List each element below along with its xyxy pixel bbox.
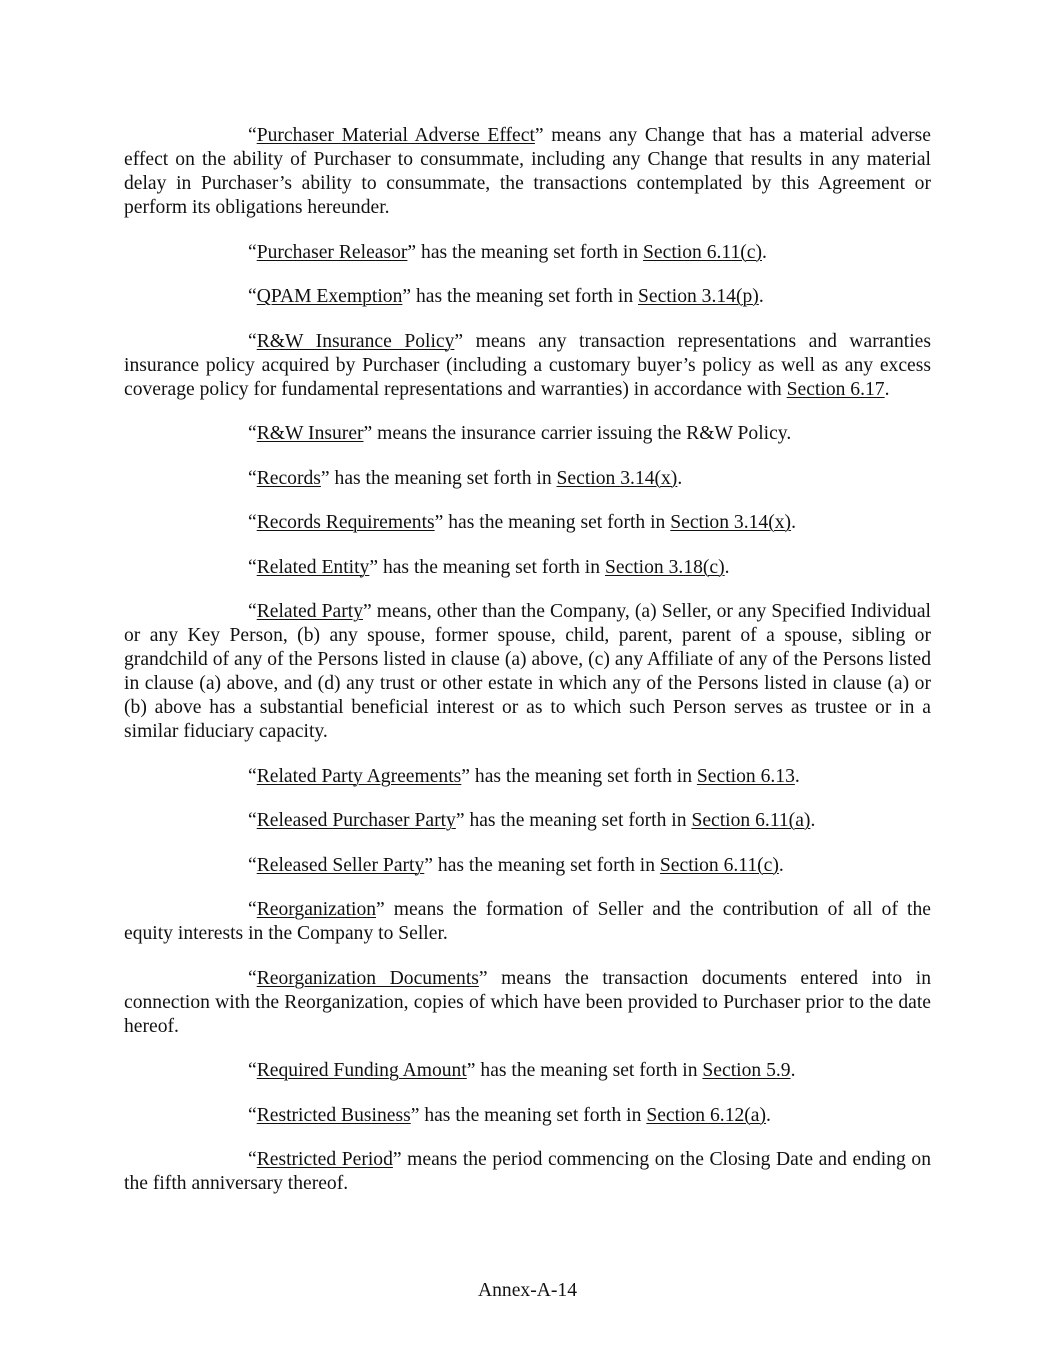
section-reference: Section 6.11(a) <box>691 810 811 831</box>
definition-paragraph: “Related Party” means, other than the Company, (a) Seller, or any Specified Individual or any Key Person, (b) any spouse, former spouse, child, parent, parent of a spouse, sibling or grandchild of any of the Persons listed in clause (a) above, (c) any Affiliate of any of the Persons listed in clause (a) above, and (d) any trust or other estate in which any of the Persons listed in clause (a) or (b) above has a substantial beneficial interest or as to which such Person serves as trustee or in a similar fiduciary capacity. <box>124 601 931 742</box>
definition-text: ” has the meaning set forth in <box>455 810 692 831</box>
defined-term: Released Seller Party <box>256 854 425 876</box>
definition-text: ” means the period commencing on the Closing Date and ending on the fifth anniversary thereof. <box>124 1149 931 1194</box>
defined-term: Related Entity <box>256 556 370 578</box>
definition-text: ” means the transaction documents entered into in connection with the Reorganization, copies of which have been provided to Purchaser prior to the date hereof. <box>124 967 931 1037</box>
definition-paragraph: “R&W Insurer” means the insurance carrier issuing the R&W Policy. <box>248 423 792 444</box>
definition-paragraph: “QPAM Exemption” has the meaning set forth in Section 3.14(p). <box>248 286 764 307</box>
section-reference: Section 6.12(a) <box>646 1104 767 1126</box>
definition-text: ” means any Change that has a material adverse effect on the ability of Purchaser to consummate, including any Change that results in any material delay in Purchaser’s ability to consummate, the transactions contemplated by this Agreement or perform its obligations hereunder. <box>124 125 931 218</box>
definition-text: ” means any transaction representations and warranties insurance policy acquired by Purchaser (including a customary buyer’s policy as well as any excess coverage policy for fundamental representations and warranties) in accordance with <box>124 330 932 400</box>
definition-text: ” means, other than the Company, (a) Seller, or any Specified Individual or any Key Person, (b) any spouse, former spouse, child, parent, parent of a spouse, sibling or grandchild of any of the Persons listed in clause (a) above, (c) any Affiliate of any of the Persons listed in clause (a) above, and (d) any trust or other estate in which any of the Persons listed in clause (a) or (b) above has a substantial beneficial interest or as to which such Person serves as trustee or in a similar fiduciary capacity. <box>124 601 931 742</box>
definition-paragraph: “Related Entity” has the meaning set forth in Section 3.18(c). <box>248 556 730 578</box>
defined-term: Records Requirements <box>256 512 435 533</box>
definition-text: ” means the insurance carrier issuing the R&W Policy. <box>363 423 792 444</box>
definition-text: ” has the meaning set forth in <box>407 241 644 263</box>
definition-paragraph: “Restricted Business” has the meaning set forth in Section 6.12(a). <box>248 1104 771 1126</box>
definition-paragraph: “Reorganization Documents” means the transaction documents entered into in connection with the Reorganization, copies of which have been provided to Purchaser prior to the date hereof. <box>124 967 931 1037</box>
defined-term: Released Purchaser Party <box>256 810 456 831</box>
definition-text: ” means the formation of Seller and the contribution of all of the equity interests in the Company to Seller. <box>124 899 931 944</box>
definition-text: ” has the meaning set forth in <box>461 765 697 787</box>
section-reference: Section 6.17 <box>786 378 885 400</box>
definition-text: ” has the meaning set forth in <box>466 1060 703 1081</box>
definition-text: ” has the meaning set forth in <box>369 556 605 578</box>
defined-term: Related Party Agreements <box>256 765 462 787</box>
page-number: Annex-A-14 <box>477 1280 578 1301</box>
section-reference: Section 6.11(c) <box>659 854 779 876</box>
definition-paragraph: “R&W Insurance Policy” means any transaction representations and warranties insurance policy acquired by Purchaser (including a customary buyer’s policy as well as any excess coverage policy for fundamental representations and warranties) in accordance with Section 6.17. <box>124 330 932 400</box>
section-reference: Section 6.13 <box>696 765 795 787</box>
section-reference: Section 3.14(x) <box>556 467 678 489</box>
definition-paragraph: “Reorganization” means the formation of Seller and the contribution of all of the equity interests in the Company to Seller. <box>124 899 931 944</box>
section-reference: Section 5.9 <box>702 1060 791 1081</box>
definition-paragraph: “Restricted Period” means the period commencing on the Closing Date and ending on the fifth anniversary thereof. <box>124 1149 931 1194</box>
document-body <box>124 124 931 1217</box>
section-reference: Section 3.14(x) <box>670 512 792 533</box>
defined-term: Records <box>256 467 321 489</box>
definition-text: ” has the meaning set forth in <box>402 286 639 307</box>
definition-paragraph: “Purchaser Material Adverse Effect” means any Change that has a material adverse effect on the ability of Purchaser to consummate, including any Change that results in any material delay in Purchaser’s ability to consummate, the transactions contemplated by this Agreement or perform its obligations hereunder. <box>124 125 931 218</box>
definition-paragraph: “Records Requirements” has the meaning set forth in Section 3.14(x). <box>248 512 796 533</box>
defined-term: Related Party <box>256 601 363 622</box>
definition-paragraph: “Related Party Agreements” has the meaning set forth in Section 6.13. <box>248 765 800 787</box>
definition-paragraph: “Records” has the meaning set forth in Section 3.14(x). <box>248 467 683 489</box>
section-reference: Section 6.11(c) <box>643 241 763 263</box>
definition-text: ” has the meaning set forth in <box>320 467 557 489</box>
defined-term: R&W Insurer <box>256 423 364 444</box>
defined-term: QPAM Exemption <box>256 286 403 307</box>
defined-term: Purchaser Material Adverse Effect <box>256 125 535 146</box>
section-reference: Section 3.18(c) <box>604 556 725 578</box>
definition-paragraph: “Purchaser Releasor” has the meaning set forth in Section 6.11(c). <box>248 241 767 263</box>
defined-term: Restricted Period <box>256 1149 393 1170</box>
section-reference: Section 3.14(p) <box>638 286 759 307</box>
defined-term: Reorganization Documents <box>256 967 479 989</box>
defined-term: Reorganization <box>256 899 377 920</box>
definition-text: ” has the meaning set forth in <box>424 854 660 876</box>
definition-paragraph: “Released Seller Party” has the meaning set forth in Section 6.11(c). <box>248 854 784 876</box>
defined-term: Required Funding Amount <box>256 1060 467 1081</box>
definition-text: ” has the meaning set forth in <box>434 512 671 533</box>
definition-paragraph: “Released Purchaser Party” has the meaning set forth in Section 6.11(a). <box>248 810 816 831</box>
definition-paragraph: “Required Funding Amount” has the meaning set forth in Section 5.9. <box>248 1060 796 1081</box>
definition-text: ” has the meaning set forth in <box>410 1104 647 1126</box>
defined-term: R&W Insurance Policy <box>256 330 455 352</box>
defined-term: Purchaser Releasor <box>256 241 408 263</box>
defined-term: Restricted Business <box>256 1104 411 1126</box>
